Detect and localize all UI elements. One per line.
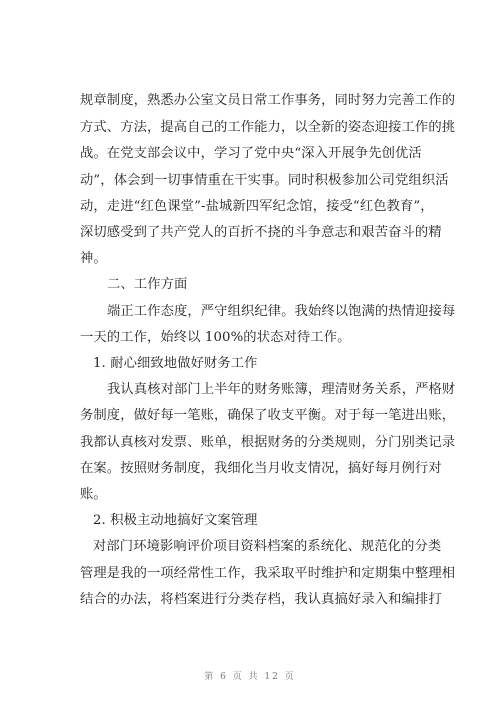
subsection-heading: 1. 耐心细致地做好财务工作 [93,356,258,371]
body-line: 务制度，做好每一笔账，确保了收支平衡。对于每一笔进出账， [80,408,456,423]
body-line: 动”，体会到一切事情重在干实事。同时积极参加公司党组织活 [80,173,449,188]
body-line: 结合的办法，将档案进行分类存档，我认真搞好录入和编排打 [80,592,442,607]
body-line: 管理是我的一项经常性工作，我采取平时维护和定期集中整理相 [80,566,456,581]
section-heading: 二、工作方面 [107,277,188,292]
page-footer: 第 6 页 共 12 页 [204,672,296,682]
body-line: 战。在党支部会议中，学习了党中央“深入开展争先创优活 [80,146,422,161]
body-line: 方式、方法，提高自己的工作能力，以全新的姿态迎接工作的挑 [80,120,456,135]
body-line: 动，走进“红色课堂”-盐城新四军纪念馆，接受“红色教育”， [80,199,434,214]
body-line: 在案。按照财务制度，我细化当月收支情况，搞好每月例行对 [80,461,442,476]
body-line: 我认真核对部门上半年的财务账簿，理清财务关系，严格财 [107,382,456,397]
body-line: 端正工作态度，严守组织纪律。我始终以饱满的热情迎接每 [107,304,456,319]
body-line: 对部门环境影响评价项目资料档案的系统化、规范化的分类 [93,539,442,554]
body-line: 深切感受到了共产党人的百折不挠的斗争意志和艰苦奋斗的精 [80,225,442,240]
body-line: 规章制度，熟悉办公室文员日常工作事务，同时努力完善工作的 [80,93,456,108]
body-line: 我都认真核对发票、账单，根据财务的分类规则，分门别类记录 [80,435,456,450]
body-line: 账。 [80,487,107,502]
body-line: 一天的工作，始终以 100%的状态对待工作。 [80,330,351,345]
subsection-heading: 2. 积极主动地搞好文案管理 [93,513,258,528]
body-line: 神。 [80,251,107,266]
